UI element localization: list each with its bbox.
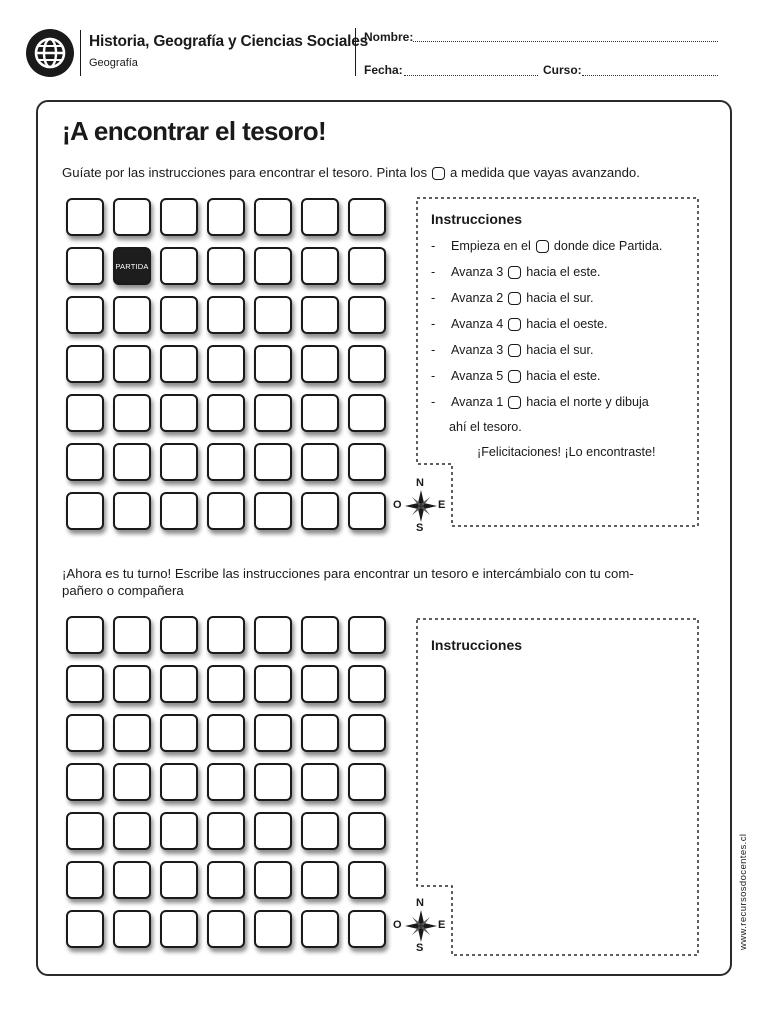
congratulations-text: ¡Felicitaciones! ¡Lo encontraste! [477,445,656,459]
compass-east: E [438,919,446,931]
grid-cell[interactable] [348,665,386,703]
grid-cell[interactable] [207,616,245,654]
grid-cell[interactable] [348,910,386,948]
instructions2-title: Instrucciones [431,637,523,653]
square-icon [508,266,521,279]
bullet-dash: - [431,265,436,279]
step-text: Empieza en el [451,239,531,253]
grid-cell[interactable] [160,812,198,850]
grid-cell[interactable] [113,665,151,703]
step-direction: hacia el sur. [526,343,594,357]
instruction-step [431,265,601,279]
square-icon [508,370,521,383]
grid-cell[interactable] [348,812,386,850]
grid-cell[interactable] [301,714,339,752]
grid-cell[interactable] [207,665,245,703]
step-text: Avanza 1 [451,395,504,409]
bullet-dash: - [431,317,436,331]
date-label: Fecha: [364,63,403,77]
subject-title: Historia, Geografía y Ciencias Sociales [89,33,369,50]
bullet-dash: - [431,395,436,409]
compass-rose-icon [392,477,450,535]
grid-cell[interactable] [113,763,151,801]
step-direction: hacia el sur. [526,291,594,305]
compass-west: O [393,919,402,931]
grid-cell[interactable] [207,714,245,752]
compass-north: N [416,897,424,909]
subject-area: Geografía [89,57,138,69]
intro-text-start: Guíate por las instrucciones para encontrar el tesoro. Pinta los [62,165,428,180]
grid-cell[interactable] [113,910,151,948]
start-cell[interactable]: PARTIDA [113,247,151,285]
name-label: Nombre: [364,30,414,44]
compass-east: E [438,499,446,511]
grid-cell[interactable] [66,616,104,654]
grid-cell[interactable] [301,665,339,703]
grid-cell[interactable] [301,910,339,948]
square-icon [536,240,549,253]
instruction-step [431,239,662,253]
square-icon [508,318,521,331]
compass-south: S [416,522,424,534]
course-label: Curso: [543,63,582,77]
step-text: Avanza 3 [451,265,504,279]
grid-cell[interactable] [254,861,292,899]
instruction-step [431,395,649,409]
grid-cell[interactable] [113,861,151,899]
step-text: Avanza 4 [451,317,504,331]
activity2-prompt-line2: pañero o compañera [62,583,184,598]
grid-cell[interactable] [348,763,386,801]
grid-cell[interactable] [160,616,198,654]
grid-cell[interactable] [66,812,104,850]
grid-cell[interactable] [348,616,386,654]
grid-cell[interactable] [301,616,339,654]
step-text: Avanza 2 [451,291,504,305]
grid-cell[interactable] [66,714,104,752]
grid-cell[interactable] [207,910,245,948]
step-text: Avanza 3 [451,343,504,357]
grid-cell[interactable] [66,763,104,801]
step-direction: hacia el este. [526,369,601,383]
grid-cell[interactable] [301,861,339,899]
activity-title: ¡A encontrar el tesoro! [62,116,327,146]
step-direction: hacia el este. [526,265,601,279]
grid-cell[interactable] [160,910,198,948]
grid-cell[interactable] [66,861,104,899]
grid-cell[interactable] [254,812,292,850]
grid-cell[interactable] [254,665,292,703]
step-direction: donde dice Partida. [553,239,663,253]
grid-cell[interactable] [160,665,198,703]
grid-cell[interactable] [207,763,245,801]
grid-cell[interactable] [254,763,292,801]
instruction-step [431,343,594,357]
intro-text-end: a medida que vayas avanzando. [450,165,640,180]
grid-cell[interactable] [113,714,151,752]
step-direction: hacia el norte y dibuja [526,395,649,409]
bullet-dash: - [431,239,436,253]
grid-cell[interactable] [301,812,339,850]
grid-cell[interactable] [301,763,339,801]
grid-cell[interactable] [113,616,151,654]
step-text: Avanza 5 [451,369,504,383]
grid-cell[interactable] [207,812,245,850]
grid-cell[interactable] [160,861,198,899]
grid-cell[interactable] [66,665,104,703]
bullet-dash: - [431,369,436,383]
grid-cell[interactable] [160,714,198,752]
instruction-step [431,291,594,305]
bullet-dash: - [431,291,436,305]
grid-cell[interactable] [254,714,292,752]
activity2-prompt-line1: ¡Ahora es tu turno! Escribe las instrucciones para encontrar un tesoro e intercámbialo con tu com- [62,566,634,581]
instructions-title: Instrucciones [431,211,523,227]
instruction-step [431,317,608,331]
instruction-step [431,369,601,383]
grid-cell[interactable] [66,910,104,948]
square-icon [508,396,521,409]
grid-cell[interactable] [207,861,245,899]
square-icon [508,292,521,305]
compass-west: O [393,499,402,511]
square-icon [508,344,521,357]
grid-cell[interactable] [113,812,151,850]
compass-south: S [416,942,424,954]
website-credit: www.recursosdocentes.cl [738,833,749,950]
grid-cell[interactable] [348,861,386,899]
compass-rose-icon-2 [392,897,450,955]
bullet-dash: - [431,343,436,357]
grid-cell[interactable] [254,616,292,654]
grid-cell[interactable] [348,714,386,752]
step-direction: hacia el oeste. [526,317,608,331]
instruction-continuation: ahí el tesoro. [449,420,522,434]
grid-cell[interactable] [160,763,198,801]
compass-north: N [416,477,424,489]
grid-cell[interactable] [254,910,292,948]
